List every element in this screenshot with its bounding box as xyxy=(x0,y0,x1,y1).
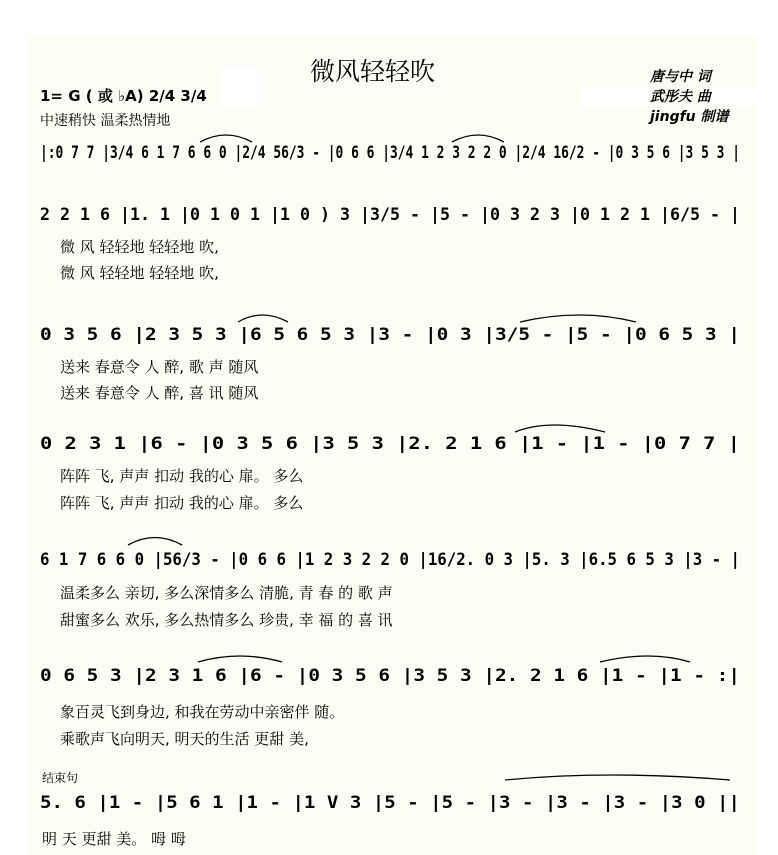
slur-mark xyxy=(600,656,690,662)
lyric-line: 阵阵 飞, 声声 扣动 我的心 扉。 多么 xyxy=(60,494,304,512)
composer-credit: 武彤夫 曲 xyxy=(650,89,711,105)
ending-label: 结束句 xyxy=(42,771,79,785)
lyric-line: 明 天 更甜 美。 呣 呣 xyxy=(42,830,186,848)
slur-mark xyxy=(520,315,636,322)
slur-mark xyxy=(128,538,182,546)
slur-mark xyxy=(515,425,605,432)
lyric-line: 阵阵 飞, 声声 扣动 我的心 扉。 多么 xyxy=(60,467,304,485)
slur-mark xyxy=(505,775,730,780)
lyric-line: 送来 春意令 人 醉, 喜 讯 随风 xyxy=(60,384,259,402)
notation-line: 0 2 3 1 |6 - |0 3 5 6 |3 5 3 |2. 2 1 6 |1 - |1 - |0 7 7 | xyxy=(40,434,740,454)
slur-mark xyxy=(200,135,252,142)
arranger-credit: jingfu 制谱 xyxy=(650,109,729,125)
slur-mark xyxy=(238,315,288,322)
lyric-line: 温柔多么 亲切, 多么深情多么 清脆, 青 春 的 歌 声 xyxy=(60,584,393,602)
tempo-marking: 中速稍快 温柔热情地 xyxy=(40,113,171,129)
lyric-line: 送来 春意令 人 醉, 歌 声 随风 xyxy=(60,358,259,376)
slur-mark xyxy=(452,135,504,142)
song-title: 微风轻轻吹 xyxy=(310,57,436,86)
lyric-line: 微 风 轻轻地 轻轻地 吹, xyxy=(60,264,219,282)
notation-line: 0 3 5 6 |2 3 5 3 |6 5 6 5 3 |3 - |0 3 |3/5 - |5 - |0 6 5 3 | xyxy=(40,325,740,345)
key-signature: 1= G ( 或 ♭A) 2/4 3/4 xyxy=(40,87,207,105)
notation-line: 5. 6 |1 - |5 6 1 |1 - |1 V 3 |5 - |5 - |3 - |3 - |3 - |3 0 || xyxy=(40,793,740,813)
notation-line: 0 6 5 3 |2 3 1 6 |6 - |0 3 5 6 |3 5 3 |2. 2 1 6 |1 - |1 - :| xyxy=(40,666,740,686)
lyric-line: 乘歌声飞向明天, 明天的生活 更甜 美, xyxy=(60,730,309,748)
lyric-line: 微 风 轻轻地 轻轻地 吹, xyxy=(60,238,219,256)
slur-mark xyxy=(198,656,282,662)
lyric-line: 象百灵飞到身边, 和我在劳动中亲密伴 随。 xyxy=(60,703,345,721)
notation-line: |:0 7 7 |3/4 6 1 7 6 6 0 |2/4 56/3 - |0 6 6 |3/4 1 2 3 2 2 0 |2/4 16/2 - |0 3 5 6 |3 5 3 | xyxy=(40,143,740,163)
notation-line: 6 1 7 6 6 0 |56/3 - |0 6 6 |1 2 3 2 2 0 |16/2. 0 3 |5. 3 |6.5 6 5 3 |3 - | xyxy=(40,550,740,570)
notation-line: 2 2 1 6 |1. 1 |0 1 0 1 |1 0 ) 3 |3/5 - |5 - |0 3 2 3 |0 1 2 1 |6/5 - | xyxy=(40,205,740,225)
lyricist-credit: 唐与中 词 xyxy=(650,69,711,85)
lyric-line: 甜蜜多么 欢乐, 多么热情多么 珍贵, 幸 福 的 喜 讯 xyxy=(60,611,393,629)
